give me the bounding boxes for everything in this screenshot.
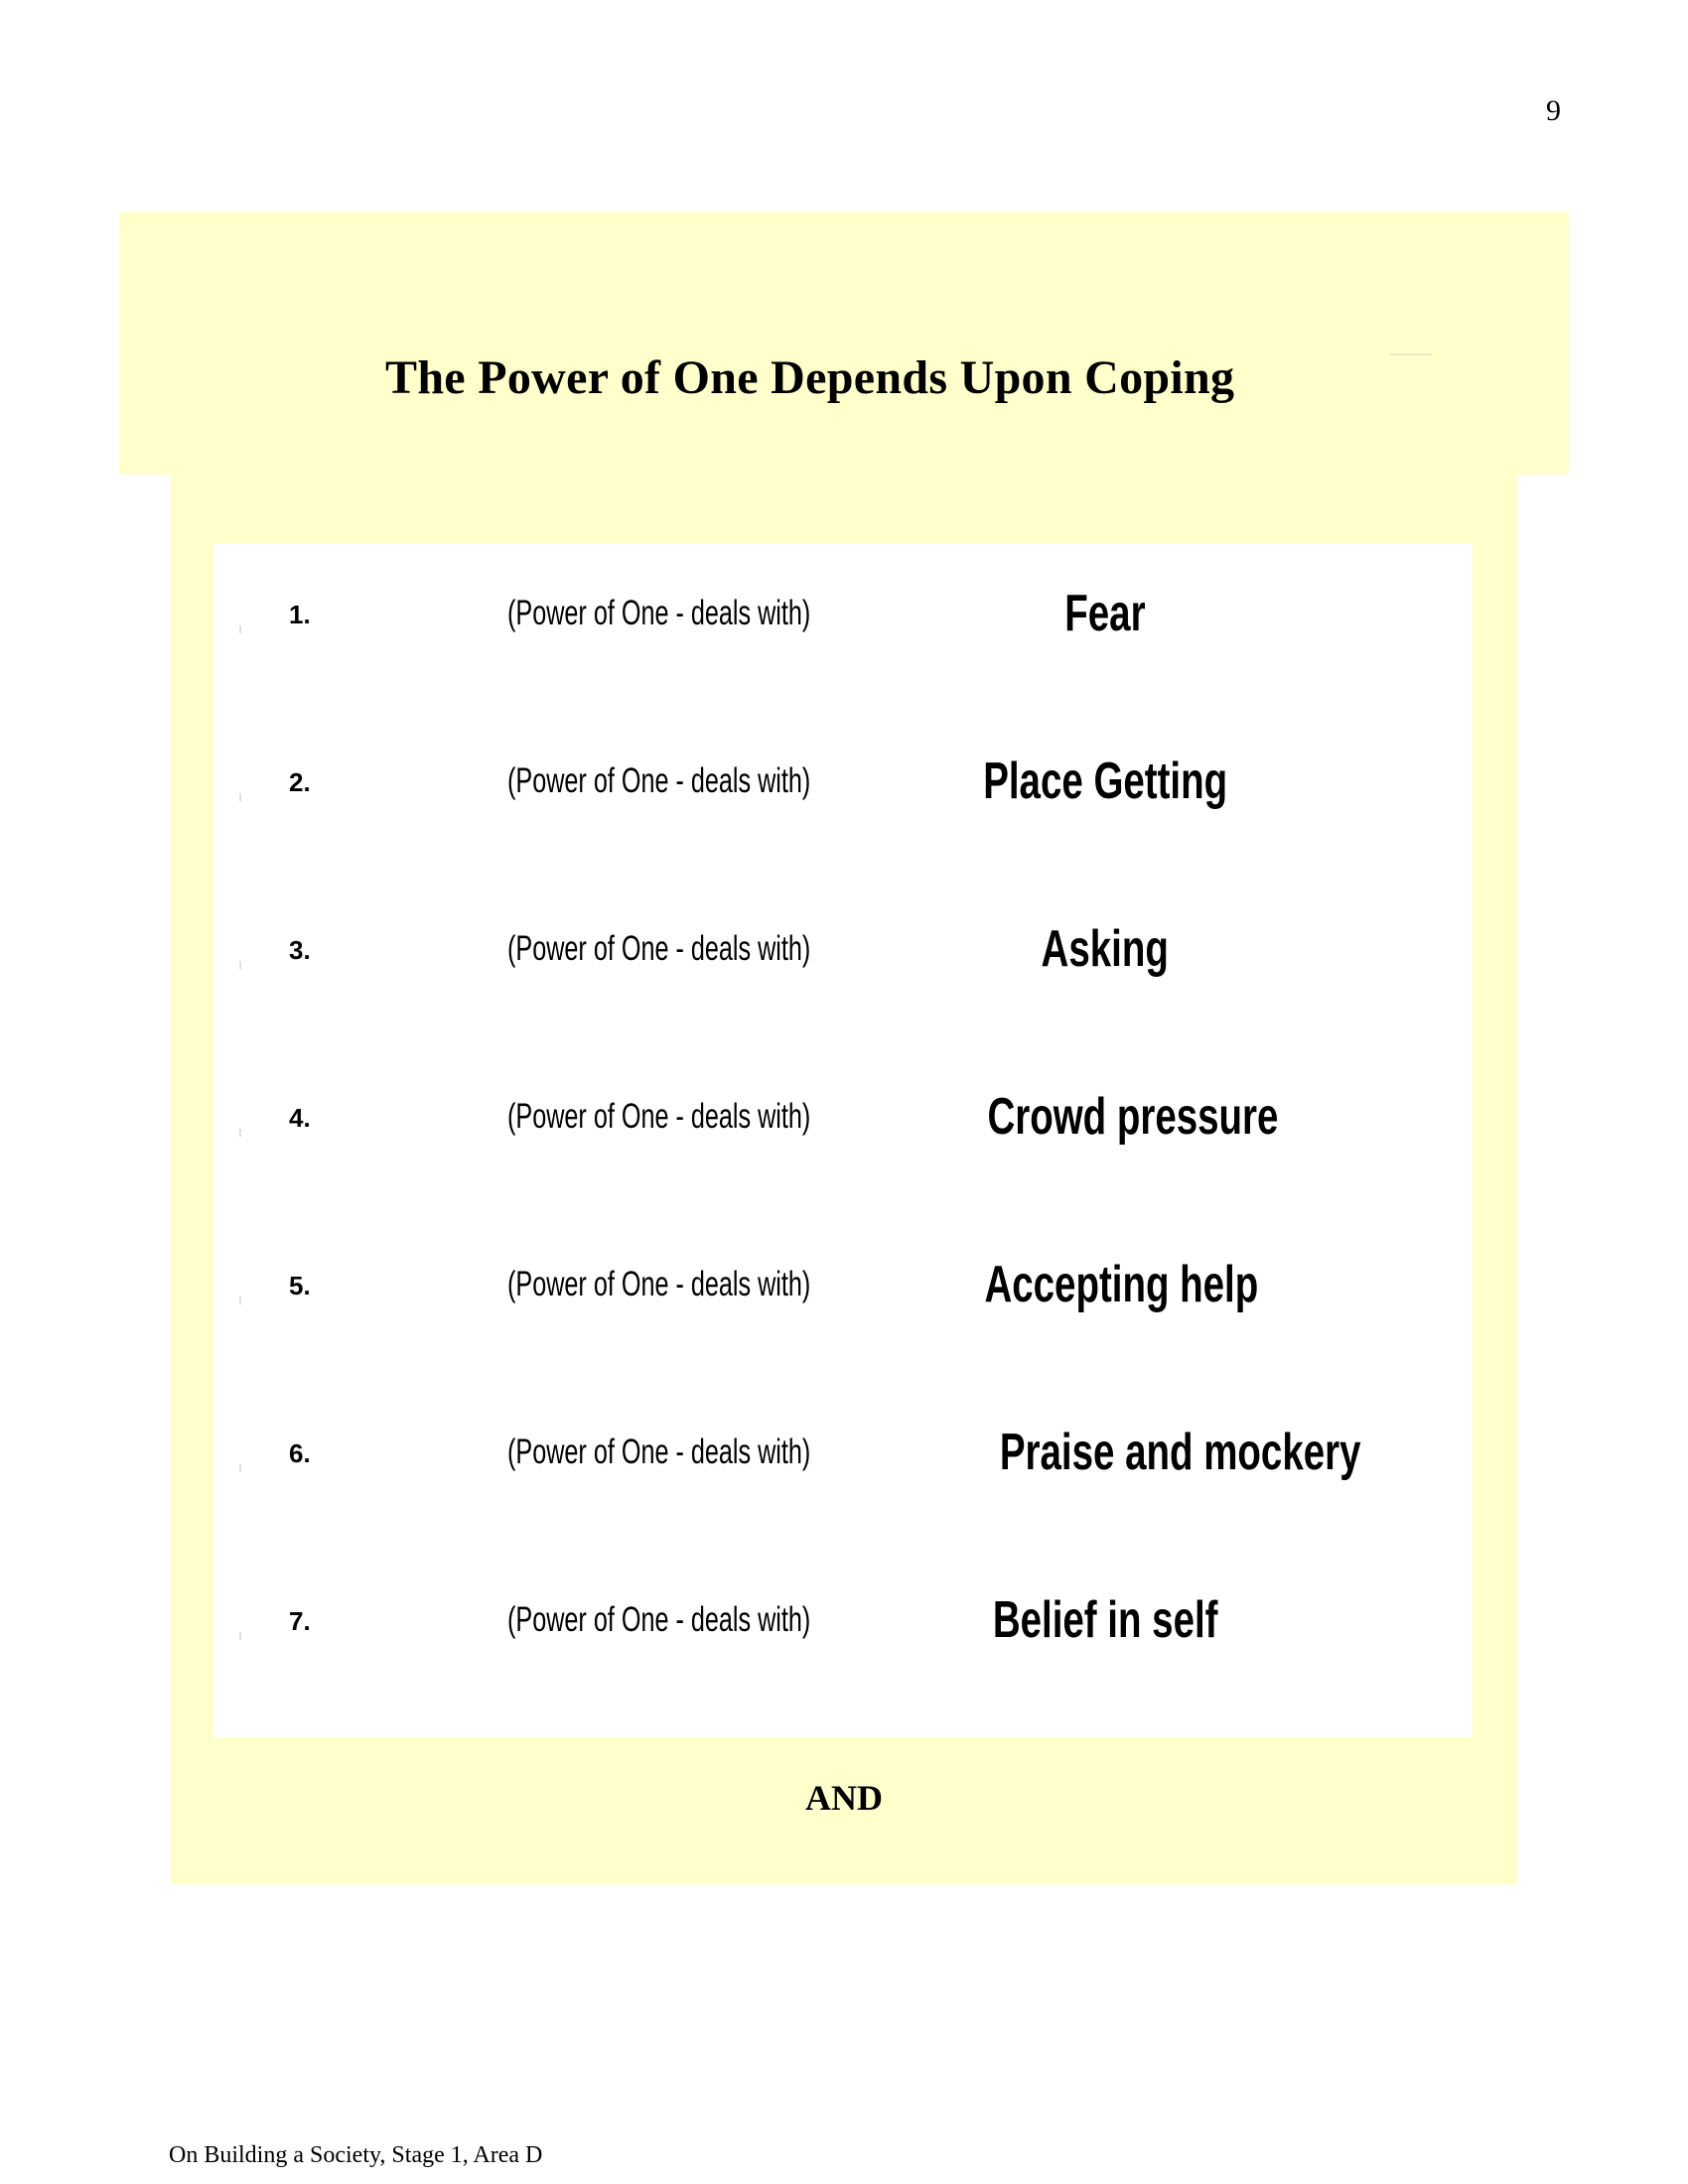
item-phrase: (Power of One - deals with) — [507, 761, 811, 800]
row-marker — [239, 1129, 241, 1137]
item-topic — [936, 1255, 1274, 1314]
page-number: 9 — [1546, 94, 1561, 127]
list-item — [213, 1087, 1473, 1166]
row-marker — [239, 961, 241, 969]
coping-list-panel — [171, 475, 1517, 1884]
item-phrase: (Power of One - deals with) — [507, 1265, 811, 1303]
item-topic-text: Place Getting — [983, 752, 1227, 810]
item-topic — [936, 1087, 1279, 1147]
item-topic — [936, 1423, 1361, 1482]
title-band — [119, 211, 1569, 475]
item-phrase: (Power of One - deals with) — [507, 594, 811, 632]
row-marker — [239, 793, 241, 801]
and-label: AND — [805, 1778, 883, 1818]
item-topic — [936, 584, 1274, 643]
item-number: 5. — [289, 1271, 311, 1300]
item-phrase: (Power of One - deals with) — [507, 1600, 811, 1639]
list-item — [213, 584, 1473, 663]
list-item — [213, 1423, 1473, 1502]
list-item — [213, 1590, 1473, 1670]
item-topic — [936, 751, 1274, 811]
item-number: 4. — [289, 1103, 311, 1133]
item-number: 6. — [289, 1438, 311, 1468]
item-topic-text: Fear — [1064, 585, 1146, 642]
item-topic-text: Belief in self — [992, 1591, 1218, 1649]
item-number: 2. — [289, 767, 311, 797]
item-phrase: (Power of One - deals with) — [507, 1097, 811, 1136]
item-number: 3. — [289, 935, 311, 965]
item-topic-text: Asking — [1041, 920, 1170, 978]
item-topic — [936, 919, 1274, 979]
row-marker — [239, 1297, 241, 1304]
item-phrase: (Power of One - deals with) — [507, 1433, 811, 1471]
item-phrase: (Power of One - deals with) — [507, 929, 811, 968]
item-topic — [936, 1590, 1274, 1650]
list-item — [213, 751, 1473, 831]
footer-text: On Building a Society, Stage 1, Area D — [169, 2142, 543, 2168]
item-topic-text: Praise and mockery — [999, 1424, 1361, 1481]
row-marker — [239, 1464, 241, 1472]
list-item — [213, 1255, 1473, 1334]
row-marker — [239, 625, 241, 633]
row-marker — [239, 1632, 241, 1640]
coping-list — [213, 544, 1473, 1737]
item-topic-text: Crowd pressure — [987, 1088, 1279, 1146]
item-number: 1. — [289, 600, 311, 629]
item-topic-text: Accepting help — [984, 1256, 1259, 1313]
item-number: 7. — [289, 1606, 311, 1636]
list-item — [213, 919, 1473, 999]
page-title: The Power of One Depends Upon Coping — [385, 351, 1235, 404]
